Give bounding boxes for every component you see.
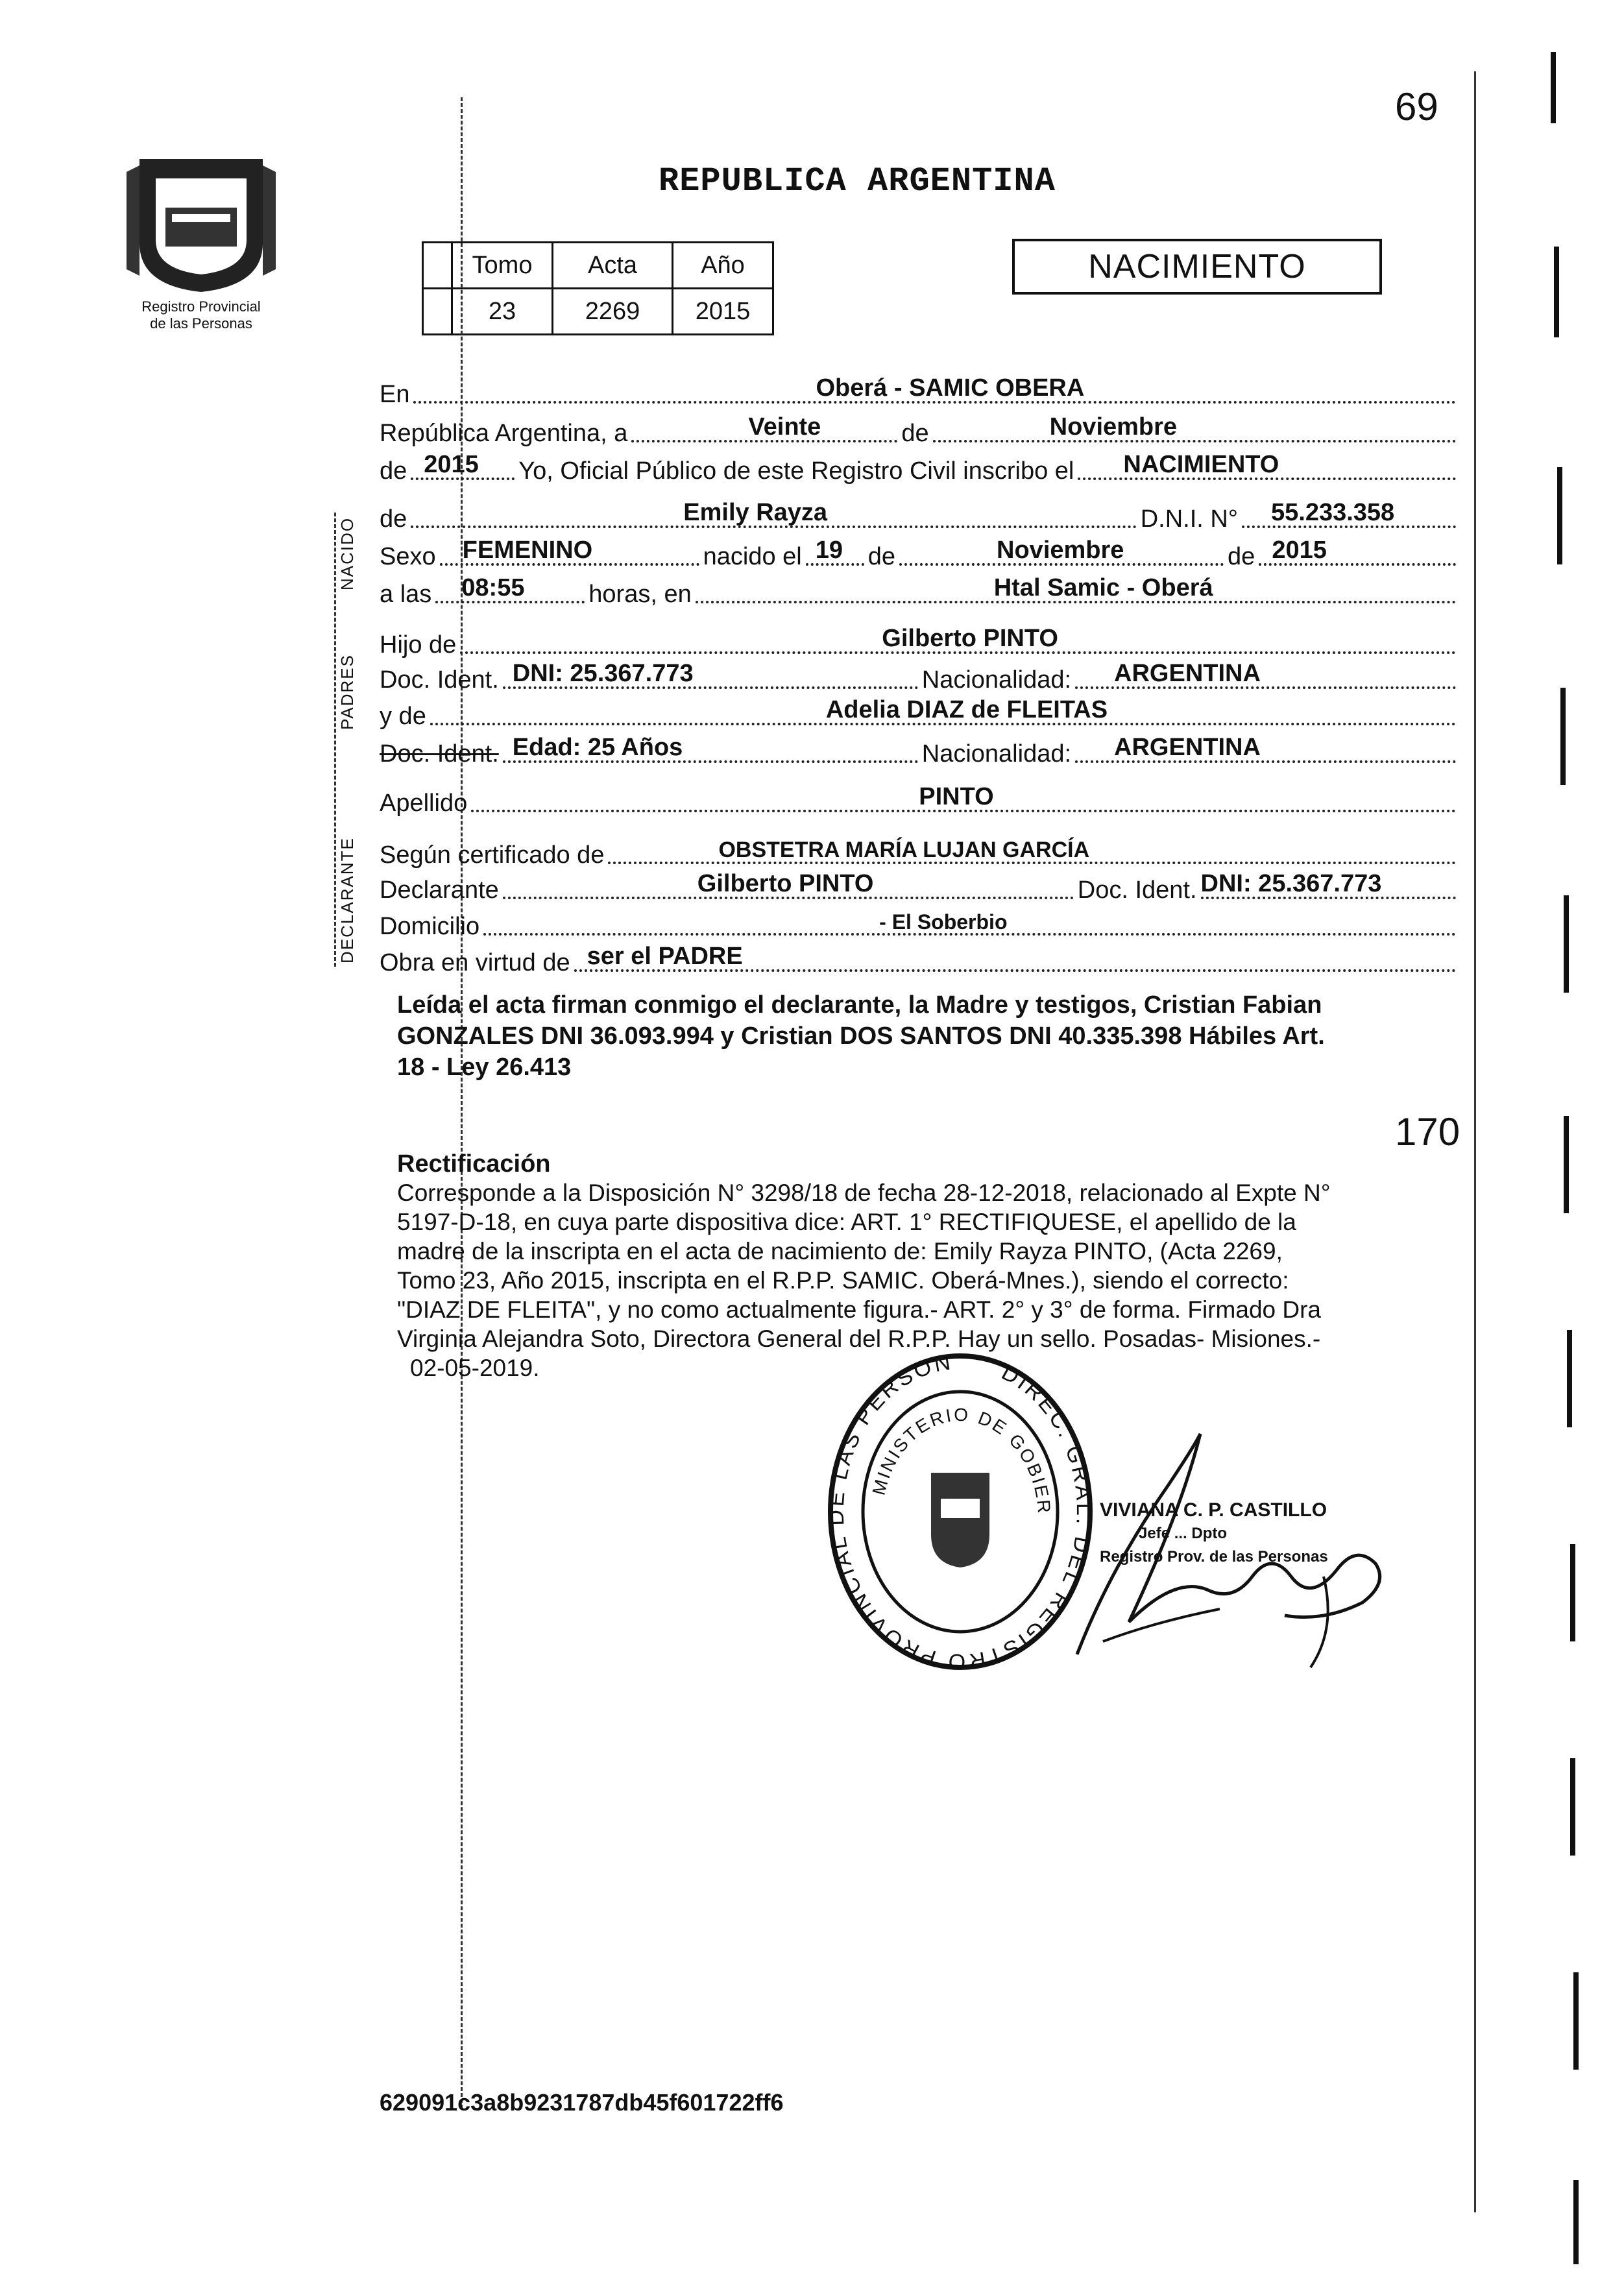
signature-stamp	[1100, 1499, 1328, 1569]
scan-mark	[1573, 2180, 1579, 2264]
label-sexo: Sexo	[380, 543, 436, 570]
value-inscribe: NACIMIENTO	[1123, 451, 1279, 478]
value-declarante: Gilberto PINTO	[697, 870, 874, 897]
line-mother-doc	[380, 736, 1460, 768]
registry-name-line2: de las Personas	[150, 315, 252, 332]
line-hora	[380, 576, 1460, 609]
label-dni: D.N.I. N°	[1140, 505, 1238, 533]
label-obra: Obra en virtud de	[380, 949, 570, 976]
value-name: Emily Rayza	[683, 499, 828, 526]
country-title: REPUBLICA ARGENTINA	[659, 162, 1056, 200]
rectification-title: Rectificación	[397, 1150, 551, 1178]
scan-mark	[1557, 467, 1562, 564]
label-de-month: de	[901, 420, 929, 447]
value-mother-nat: ARGENTINA	[1114, 734, 1261, 761]
value-ano: 2015	[673, 289, 773, 335]
page-number: 69	[1395, 85, 1438, 128]
stamp-line-1: VIVIANA C. P. CASTILLO	[1100, 1499, 1327, 1521]
closing-line-1: Leída el acta firman conmigo el declarante, la Madre y testigos, Cristian Fabian	[397, 991, 1322, 1019]
document-hash: 629091c3a8b9231787db45f601722ff6	[380, 2089, 784, 2116]
registry-name-line1: Registro Provincial	[141, 298, 261, 315]
label-de-nombre: de	[380, 505, 407, 533]
left-guide	[334, 513, 336, 967]
rectification-line-5: "DIAZ DE FLEITA", y no como actualmente figura.- ART. 2° y 3° de forma. Firmado Dra	[397, 1296, 1321, 1323]
value-acta: 2269	[553, 289, 673, 335]
closing-paragraph	[397, 989, 1468, 1083]
label-cert: Según certificado de	[380, 841, 605, 869]
scan-mark	[1560, 688, 1566, 785]
label-declarante: Declarante	[380, 877, 499, 904]
label-yde: y de	[380, 703, 426, 730]
line-declarante	[380, 872, 1460, 904]
label-decl-doc: Doc. Ident.	[1077, 877, 1197, 904]
label-oficial: Yo, Oficial Público de este Registro Civil inscribo el	[518, 457, 1074, 485]
label-birth-de2: de	[1228, 543, 1255, 570]
stamp-line-3: Registro Prov. de las Personas	[1100, 1548, 1328, 1566]
value-mother: Adelia DIAZ de FLEITAS	[825, 696, 1108, 723]
side-label-nacido: NACIDO	[337, 516, 357, 590]
line-domicilio	[380, 908, 1460, 941]
right-margin-line	[1474, 71, 1476, 2212]
value-month: Noviembre	[1049, 413, 1178, 441]
line-oficial	[380, 453, 1460, 485]
label-nacido: nacido el	[703, 543, 802, 570]
value-sexo: FEMENINO	[462, 537, 593, 564]
label-alas: a las	[380, 581, 432, 608]
scan-mark	[1570, 1758, 1575, 1856]
value-dni: 55.233.358	[1271, 499, 1395, 526]
line-apellido	[380, 785, 1460, 817]
value-en: Oberá - SAMIC OBERA	[816, 374, 1085, 402]
label-hijo: Hijo de	[380, 631, 457, 659]
rectification-line-2: 5197-D-18, en cuya parte dispositiva dice: ART. 1° RECTIFIQUESE, el apellido de la	[397, 1209, 1296, 1235]
label-birth-de: de	[867, 543, 896, 570]
value-day: Veinte	[748, 413, 821, 441]
value-birth-year: 2015	[1272, 537, 1327, 564]
value-obra: ser el PADRE	[587, 943, 743, 970]
scan-mark	[1570, 1544, 1575, 1641]
value-cert: OBSTETRA MARÍA LUJAN GARCÍA	[718, 838, 1090, 862]
label-de-year: de	[380, 457, 407, 485]
scan-mark	[1564, 895, 1569, 993]
header-tomo: Tomo	[452, 243, 553, 289]
label-en: En	[380, 381, 410, 408]
value-decl-doc: DNI: 25.367.773	[1200, 870, 1382, 897]
value-birth-month: Noviembre	[997, 537, 1124, 564]
scan-mark	[1554, 247, 1559, 337]
record-table	[422, 241, 774, 335]
line-sexo	[380, 538, 1460, 571]
rectification-line-4: Tomo 23, Año 2015, inscripta en el R.P.P. SAMIC. Oberá-Mnes.), siendo el correcto:	[397, 1267, 1289, 1294]
value-birth-day: 19	[815, 537, 843, 564]
scan-mark	[1551, 52, 1556, 123]
stamp-line-2: Jefe ... Dpto	[1139, 1525, 1228, 1542]
label-domicilio: Domicilio	[380, 913, 480, 940]
line-madre	[380, 698, 1460, 731]
value-apellido: PINTO	[919, 783, 994, 810]
value-year: 2015	[424, 451, 479, 478]
closing-line-3: 18 - Ley 26.413	[397, 1054, 572, 1081]
value-father: Gilberto PINTO	[882, 625, 1058, 652]
value-time: 08:55	[461, 574, 525, 601]
line-obra	[380, 945, 1460, 977]
header-ano: Año	[673, 243, 773, 289]
line-fecha	[380, 415, 1460, 448]
label-doc: Doc. Ident.	[380, 666, 499, 694]
registry-logo	[120, 146, 282, 295]
rectification-line-6: Virginia Alejandra Soto, Directora General del R.P.P. Hay un sello. Posadas- Misiones.-	[397, 1325, 1321, 1352]
rectification-line-7: 02-05-2019.	[410, 1355, 540, 1381]
scan-mark	[1564, 1116, 1569, 1213]
line-nombre	[380, 501, 1460, 533]
registry-name	[104, 298, 298, 332]
label-horas: horas, en	[588, 581, 692, 608]
value-place: Htal Samic - Oberá	[993, 574, 1213, 601]
record-type-box: NACIMIENTO	[1012, 239, 1382, 295]
seal-text: DIREC. GRAL. DEL REGISTRO PROVINCIAL DE LAS PERSON	[824, 1349, 1097, 1674]
side-label-declarante: DECLARANTE	[337, 837, 357, 963]
scan-mark	[1567, 1330, 1572, 1427]
label-apellido: Apellido	[380, 790, 468, 817]
label-nac: Nacionalidad:	[921, 666, 1072, 694]
label-doc2: Doc. Ident.	[380, 740, 499, 768]
line-father-doc	[380, 662, 1460, 694]
rectification-number: 170	[1395, 1110, 1460, 1154]
closing-line-2: GONZALES DNI 36.093.994 y Cristian DOS SANTOS DNI 40.335.398 Hábiles Art.	[397, 1022, 1325, 1050]
label-nac2: Nacionalidad:	[921, 740, 1072, 768]
province-shield-icon	[120, 146, 282, 295]
value-domicilio: - El Soberbio	[879, 910, 1008, 934]
line-en	[380, 376, 1460, 409]
header-acta: Acta	[553, 243, 673, 289]
value-father-doc: DNI: 25.367.773	[512, 660, 694, 687]
rectification-line-1: Corresponde a la Disposición N° 3298/18 de fecha 28-12-2018, relacionado al Expte N°	[397, 1179, 1331, 1206]
seal-inner-text: MINISTERIO DE GOBIER	[868, 1404, 1055, 1516]
value-tomo: 23	[452, 289, 553, 335]
scan-mark	[1573, 1972, 1579, 2070]
value-mother-doc: Edad: 25 Años	[512, 734, 683, 761]
value-father-nat: ARGENTINA	[1114, 660, 1261, 687]
label-republica: República Argentina, a	[380, 420, 628, 447]
rectification-line-3: madre de la inscripta en el acta de nacimiento de: Emily Rayza PINTO, (Acta 2269,	[397, 1238, 1283, 1264]
side-label-padres: PADRES	[337, 654, 357, 730]
